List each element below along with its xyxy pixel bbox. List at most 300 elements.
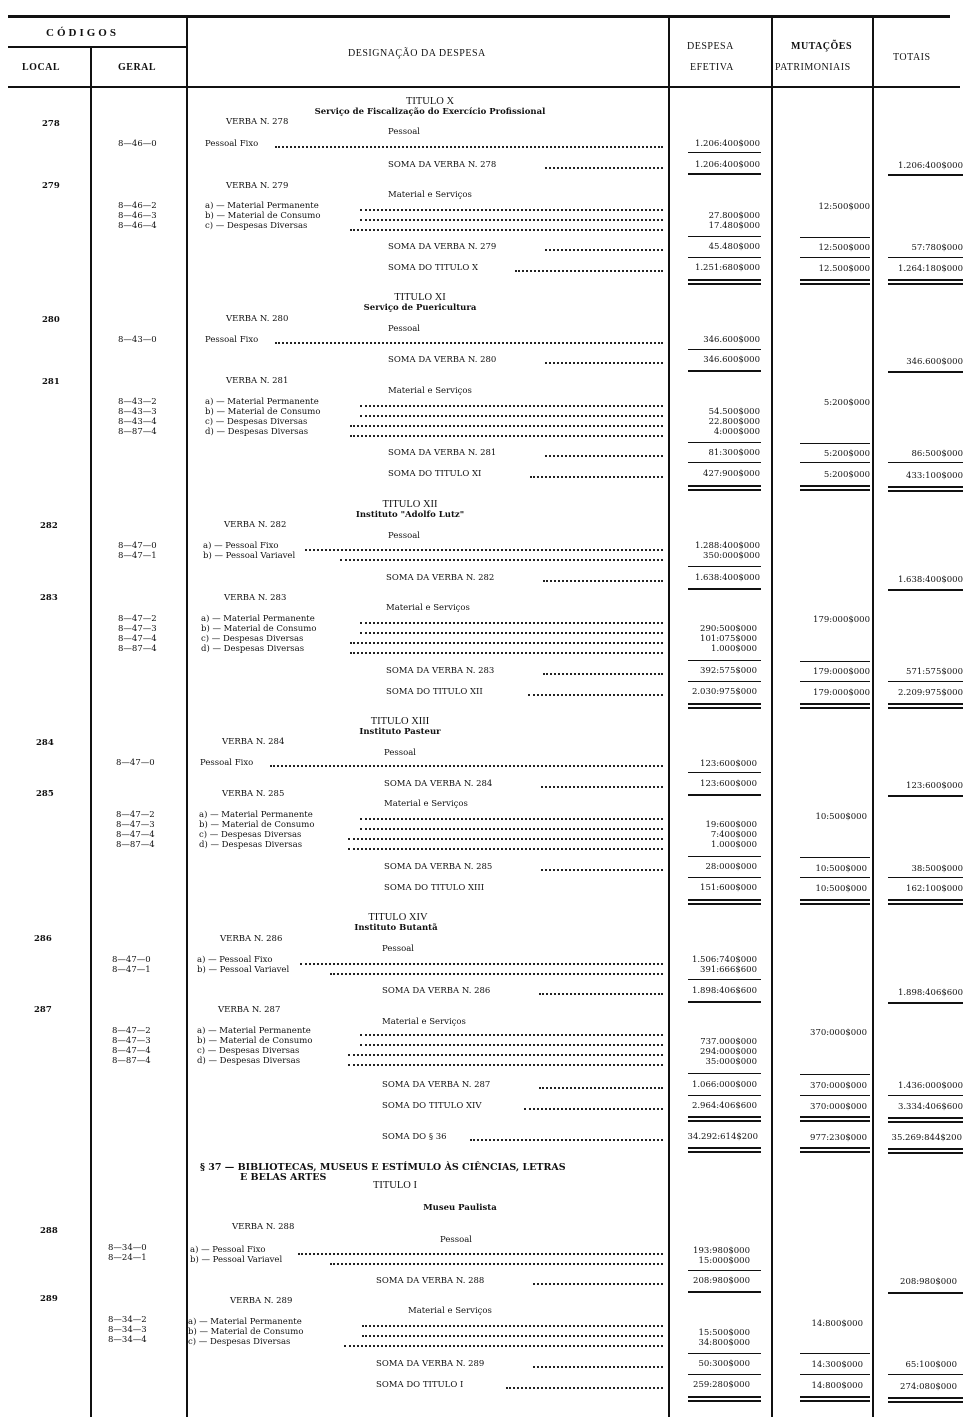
soma-titulo-total: 1.264:180$000	[897, 264, 963, 274]
soma-titulo-mutacao: 10:500$000	[815, 884, 867, 894]
verba-label: VERBA N. 280	[226, 314, 289, 324]
double-rule	[888, 1148, 963, 1150]
dot-leader	[545, 167, 663, 169]
soma-despesa: 392:575$000	[700, 666, 757, 676]
item-value: 19:600$000	[705, 820, 757, 830]
double-rule	[800, 489, 870, 491]
double-rule	[688, 1151, 761, 1153]
sum-rule	[688, 1374, 761, 1375]
item-label: c) — Despesas Diversas	[188, 1337, 291, 1347]
titulo-xii-subtitle: Instituto "Adolfo Lutz"	[355, 510, 465, 520]
sum-rule	[688, 442, 761, 443]
geral-code: 8—46—3	[118, 211, 157, 221]
sum-rule	[688, 349, 761, 350]
soma-verba-label: SOMA DA VERBA N. 284	[384, 779, 493, 789]
dot-leader	[362, 1325, 663, 1327]
soma-titulo-label: SOMA DO TITULO XI	[388, 469, 482, 479]
soma-despesa: 1.206:400$000	[694, 160, 760, 170]
double-rule	[688, 489, 761, 491]
geral-code: 8—47—0	[112, 955, 151, 965]
item-value: 4:000$000	[713, 427, 760, 437]
sum-rule	[888, 589, 963, 591]
soma-despesa: 28:000$000	[705, 862, 757, 872]
soma-verba-label: SOMA DA VERBA N. 287	[382, 1080, 491, 1090]
geral-code: 8—43—3	[118, 407, 157, 417]
sum-rule	[688, 1353, 761, 1354]
double-rule	[800, 1400, 870, 1402]
double-rule	[688, 1400, 761, 1402]
col-divider-geral	[186, 18, 188, 1417]
sum-rule	[888, 462, 963, 463]
section-label: Material e Serviços	[384, 799, 468, 809]
soma-total: 38:500$000	[911, 864, 963, 874]
item-label: b) — Material de Consumo	[205, 211, 321, 221]
mutacao-value: 5:200$000	[823, 398, 870, 408]
sum-rule	[688, 257, 761, 258]
double-rule	[688, 283, 761, 285]
header-local: LOCAL	[22, 62, 61, 73]
soma-total: 57:780$000	[911, 243, 963, 253]
item-label: a) — Material Permanente	[205, 397, 319, 407]
soma-titulo-total: 3.334:406$600	[897, 1102, 963, 1112]
titulo-x-subtitle: Serviço de Fiscalização do Exercício Profissional	[314, 107, 546, 117]
paragrafo-heading: § 37 — BIBLIOTECAS, MUSEUS E ESTÍMULO ÀS CIÊNCIAS, LETRAS	[200, 1162, 566, 1173]
item-value: 737.000$000	[700, 1037, 757, 1047]
double-rule	[888, 1397, 963, 1399]
dot-leader	[530, 476, 663, 478]
item-label: c) — Despesas Diversas	[197, 1046, 300, 1056]
dot-leader	[360, 818, 663, 820]
geral-code: 8—87—4	[112, 1056, 151, 1066]
local-code: 283	[40, 593, 58, 603]
mutacao-value: 12:500$000	[818, 202, 870, 212]
soma-despesa: 208:980$000	[693, 1276, 750, 1286]
sum-rule	[688, 462, 761, 463]
soma-verba-label: SOMA DA VERBA N. 282	[386, 573, 495, 583]
sum-rule	[800, 1353, 870, 1354]
soma-mutacao: 14:300$000	[811, 1360, 863, 1370]
item-value: 35:000$000	[705, 1057, 757, 1067]
col-divider-mutacoes	[872, 18, 874, 1417]
section-label: Pessoal	[440, 1235, 472, 1245]
sum-rule	[888, 1374, 963, 1375]
soma-paragrafo-despesa: 34.292:614$200	[687, 1132, 758, 1142]
sum-rule	[888, 795, 963, 797]
sum-rule	[688, 856, 761, 857]
dot-leader	[360, 209, 663, 211]
dot-leader	[539, 993, 663, 995]
dot-leader	[350, 435, 663, 437]
dot-leader	[344, 1345, 663, 1347]
local-code: 287	[34, 1005, 52, 1015]
dot-leader	[362, 1335, 663, 1337]
header-patrimoniais: PATRIMONIAIS	[775, 62, 851, 73]
geral-code: 8—34—0	[108, 1243, 147, 1253]
item-value: 1.506:740$000	[691, 955, 757, 965]
soma-verba-label: SOMA DA VERBA N. 286	[382, 986, 491, 996]
dot-leader	[348, 838, 663, 840]
titulo-i-subtitle: Museu Paulista	[423, 1203, 497, 1213]
soma-verba-label: SOMA DA VERBA N. 278	[388, 160, 497, 170]
double-rule	[800, 899, 870, 901]
item-label: a) — Pessoal Fixo	[190, 1245, 266, 1255]
sum-rule	[688, 236, 761, 237]
item-label: c) — Despesas Diversas	[201, 634, 304, 644]
item-value: 34:800$000	[698, 1338, 750, 1348]
item-value: 123:600$000	[700, 759, 757, 769]
dot-leader	[541, 786, 663, 788]
sum-rule	[888, 681, 963, 682]
geral-code: 8—47—1	[112, 965, 151, 975]
sum-rule	[888, 174, 963, 176]
item-label: a) — Material Permanente	[205, 201, 319, 211]
item-value: 17.480$000	[708, 221, 760, 231]
item-value: 391:666$600	[700, 965, 757, 975]
item-label: a) — Material Permanente	[201, 614, 315, 624]
soma-titulo-total: 274:080$000	[900, 1382, 957, 1392]
dot-leader	[360, 1044, 663, 1046]
geral-code: 8—87—4	[116, 840, 155, 850]
soma-titulo-mutacao: 370:000$000	[810, 1102, 867, 1112]
double-rule	[800, 703, 870, 705]
geral-code: 8—46—0	[118, 139, 157, 149]
dot-leader	[528, 694, 663, 696]
item-value: 54.500$000	[708, 407, 760, 417]
soma-total: 1.436:000$000	[897, 1081, 963, 1091]
soma-verba-label: SOMA DA VERBA N. 281	[388, 448, 497, 458]
sum-rule	[688, 979, 761, 980]
dot-leader	[340, 559, 663, 561]
section-label: Material e Serviços	[388, 190, 472, 200]
section-label: Pessoal	[388, 324, 420, 334]
section-label: Pessoal	[382, 944, 414, 954]
geral-code: 8—47—3	[116, 820, 155, 830]
section-label: Material e Serviços	[382, 1017, 466, 1027]
geral-code: 8—43—2	[118, 397, 157, 407]
dot-leader	[350, 229, 663, 231]
double-rule	[688, 899, 761, 901]
item-label: b) — Pessoal Variavel	[197, 965, 290, 975]
double-rule	[800, 1147, 870, 1149]
item-label: b) — Material de Consumo	[188, 1327, 304, 1337]
geral-code: 8—43—4	[118, 417, 157, 427]
geral-code: 8—47—3	[112, 1036, 151, 1046]
double-rule	[888, 490, 963, 492]
double-rule	[888, 1121, 963, 1123]
geral-code: 8—34—4	[108, 1335, 147, 1345]
item-value: 1.000$000	[711, 644, 757, 654]
double-rule	[688, 1147, 761, 1149]
item-label: d) — Despesas Diversas	[201, 644, 305, 654]
soma-despesa: 81:300$000	[708, 448, 760, 458]
soma-mutacao: 5:200$000	[823, 449, 870, 459]
item-value: 350:000$000	[703, 551, 760, 561]
double-rule	[800, 1151, 870, 1153]
soma-despesa: 1.898:406$600	[691, 986, 757, 996]
dot-leader	[545, 249, 663, 251]
soma-total: 1.898:406$600	[897, 988, 963, 998]
sum-rule	[688, 681, 761, 682]
double-rule	[688, 703, 761, 705]
verba-label: VERBA N. 285	[222, 789, 285, 799]
soma-despesa: 123:600$000	[700, 779, 757, 789]
titulo-xiii-subtitle: Instituto Pasteur	[359, 727, 441, 737]
top-rule	[8, 15, 950, 18]
verba-label: VERBA N. 279	[226, 181, 289, 191]
section-label: Pessoal	[388, 531, 420, 541]
local-code: 289	[40, 1294, 58, 1304]
dot-leader	[515, 270, 663, 272]
titulo-xiv-subtitle: Instituto Butantã	[354, 923, 438, 933]
geral-code: 8—47—4	[116, 830, 155, 840]
double-rule	[688, 707, 761, 709]
dot-leader	[533, 1283, 663, 1285]
double-rule	[800, 903, 870, 905]
item-value: 15:000$000	[698, 1256, 750, 1266]
header-mutacoes: MUTAÇÕES	[791, 41, 853, 52]
geral-code: 8—47—0	[116, 758, 155, 768]
verba-label: VERBA N. 284	[222, 737, 285, 747]
section-label: Pessoal	[388, 127, 420, 137]
titulo-xi-subtitle: Serviço de Puericultura	[363, 303, 477, 313]
titulo-x-title: TITULO X	[405, 96, 455, 107]
soma-titulo-despesa: 259:280$000	[693, 1380, 750, 1390]
sum-rule	[888, 257, 963, 258]
soma-titulo-despesa: 427:900$000	[703, 469, 760, 479]
verba-label: VERBA N. 282	[224, 520, 287, 530]
soma-titulo-mutacao: 179:000$000	[813, 688, 870, 698]
soma-despesa: 50:300$000	[698, 1359, 750, 1369]
item-label: b) — Material de Consumo	[199, 820, 315, 830]
titulo-xi-title: TITULO XI	[394, 292, 446, 303]
sum-rule	[688, 1095, 761, 1096]
item-label: d) — Despesas Diversas	[197, 1056, 301, 1066]
double-rule	[688, 485, 761, 487]
item-label: c) — Despesas Diversas	[205, 417, 308, 427]
item-label: Pessoal Fixo	[205, 139, 259, 149]
sum-rule	[800, 877, 870, 878]
soma-verba-label: SOMA DA VERBA N. 279	[388, 242, 497, 252]
geral-code: 8—47—2	[112, 1026, 151, 1036]
sum-rule	[688, 772, 761, 773]
item-label: b) — Pessoal Variavel	[190, 1255, 283, 1265]
soma-despesa: 1.638:400$000	[694, 573, 760, 583]
sum-rule	[688, 566, 761, 567]
sum-rule	[800, 443, 870, 444]
geral-code: 8—87—4	[118, 644, 157, 654]
local-code: 279	[42, 181, 60, 191]
sum-rule	[800, 681, 870, 682]
dot-leader	[541, 869, 663, 871]
item-value: 7:400$000	[710, 830, 757, 840]
double-rule	[800, 485, 870, 487]
verba-label: VERBA N. 281	[226, 376, 289, 386]
item-label: d) — Despesas Diversas	[205, 427, 309, 437]
double-rule	[688, 903, 761, 905]
soma-titulo-mutacao: 12.500$000	[818, 264, 870, 274]
sum-rule	[800, 462, 870, 463]
item-value: 193:980$000	[693, 1246, 750, 1256]
sum-rule	[800, 1095, 870, 1096]
sum-rule	[688, 588, 761, 590]
local-code: 284	[36, 738, 54, 748]
sum-rule	[688, 794, 761, 796]
section-label: Material e Serviços	[388, 386, 472, 396]
item-label: b) — Material de Consumo	[201, 624, 317, 634]
soma-paragrafo-mutacao: 977:230$000	[810, 1133, 867, 1143]
verba-label: VERBA N. 289	[230, 1296, 293, 1306]
dot-leader	[275, 342, 663, 344]
double-rule	[888, 1401, 963, 1403]
titulo-xiii-title: TITULO XIII	[370, 716, 430, 727]
item-label: b) — Material de Consumo	[197, 1036, 313, 1046]
double-rule	[888, 1152, 963, 1154]
item-value: 294:000$000	[700, 1047, 757, 1057]
soma-verba-label: SOMA DA VERBA N. 288	[376, 1276, 485, 1286]
item-label: a) — Material Permanente	[197, 1026, 311, 1036]
item-label: a) — Pessoal Fixo	[203, 541, 279, 551]
geral-code: 8—34—3	[108, 1325, 147, 1335]
soma-titulo-mutacao: 5:200$000	[823, 470, 870, 480]
dot-leader	[506, 1387, 663, 1389]
soma-total: 123:600$000	[906, 781, 963, 791]
sum-rule	[888, 1292, 963, 1294]
sum-rule	[800, 1074, 870, 1075]
item-label: Pessoal Fixo	[205, 335, 259, 345]
dot-leader	[300, 963, 663, 965]
soma-titulo-despesa: 1.251:680$000	[694, 263, 760, 273]
soma-despesa: 346.600$000	[703, 355, 760, 365]
dot-leader	[330, 973, 663, 975]
mutacao-value: 14:800$000	[811, 1319, 863, 1329]
local-code: 281	[42, 377, 60, 387]
double-rule	[800, 1120, 870, 1122]
soma-titulo-despesa: 2.030:975$000	[691, 687, 757, 697]
local-code: 288	[40, 1226, 58, 1236]
item-value: 346.600$000	[703, 335, 760, 345]
soma-titulo-total: 433:100$000	[906, 471, 963, 481]
dot-leader	[350, 425, 663, 427]
local-code: 286	[34, 934, 52, 944]
soma-titulo-mutacao: 14:800$000	[811, 1381, 863, 1391]
item-label: b) — Pessoal Variavel	[203, 551, 296, 561]
geral-code: 8—87—4	[118, 427, 157, 437]
soma-titulo-label: SOMA DO TITULO XII	[386, 687, 483, 697]
item-label: c) — Despesas Diversas	[205, 221, 308, 231]
geral-code: 8—47—4	[112, 1046, 151, 1056]
item-value: 15:500$000	[698, 1328, 750, 1338]
dot-leader	[270, 765, 663, 767]
sum-rule	[888, 1095, 963, 1096]
double-rule	[800, 707, 870, 709]
sum-rule	[888, 1002, 963, 1004]
section-label: Material e Serviços	[386, 603, 470, 613]
mutacao-value: 10:500$000	[815, 812, 867, 822]
item-value: 290:500$000	[700, 624, 757, 634]
mutacao-value: 370:000$000	[810, 1028, 867, 1038]
verba-label: VERBA N. 283	[224, 593, 287, 603]
geral-code: 8—46—2	[118, 201, 157, 211]
paragrafo-heading: E BELAS ARTES	[240, 1172, 327, 1183]
dot-leader	[348, 848, 663, 850]
dot-leader	[524, 1108, 663, 1110]
header-designacao: DESIGNAÇÃO DA DESPESA	[348, 48, 486, 59]
sum-rule	[688, 1270, 761, 1271]
sum-rule	[688, 173, 761, 175]
soma-verba-label: SOMA DA VERBA N. 285	[384, 862, 493, 872]
dot-leader	[539, 1087, 663, 1089]
dot-leader	[350, 652, 663, 654]
geral-code: 8—46—4	[118, 221, 157, 231]
soma-verba-label: SOMA DA VERBA N. 289	[376, 1359, 485, 1369]
col-divider-designacao	[668, 18, 670, 1417]
soma-titulo-despesa: 2.964:406$600	[691, 1101, 757, 1111]
dot-leader	[348, 1064, 663, 1066]
dot-leader	[360, 828, 663, 830]
mutacao-value: 179:000$000	[813, 615, 870, 625]
soma-despesa: 45.480$000	[708, 242, 760, 252]
soma-titulo-total: 162:100$000	[906, 884, 963, 894]
sum-rule	[800, 661, 870, 662]
sum-rule	[688, 370, 761, 372]
header-efetiva: EFETIVA	[690, 62, 734, 73]
dot-leader	[543, 673, 663, 675]
local-code: 280	[42, 315, 60, 325]
item-value: 1.000$000	[711, 840, 757, 850]
double-rule	[888, 899, 963, 901]
sum-rule	[800, 237, 870, 238]
verba-label: VERBA N. 288	[232, 1222, 295, 1232]
dot-leader	[533, 1366, 663, 1368]
double-rule	[888, 279, 963, 281]
item-label: d) — Despesas Diversas	[199, 840, 303, 850]
geral-code: 8—47—1	[118, 551, 157, 561]
soma-titulo-label: SOMA DO TITULO I	[376, 1380, 464, 1390]
codigos-divider	[8, 46, 186, 48]
soma-total: 86:500$000	[911, 449, 963, 459]
item-value: 101:075$000	[700, 634, 757, 644]
dot-leader	[348, 1054, 663, 1056]
double-rule	[800, 1116, 870, 1118]
verba-label: VERBA N. 286	[220, 934, 283, 944]
section-label: Pessoal	[384, 748, 416, 758]
sum-rule	[688, 1073, 761, 1074]
dot-leader	[470, 1139, 663, 1141]
dot-leader	[545, 455, 663, 457]
sum-rule	[688, 1001, 761, 1003]
double-rule	[888, 703, 963, 705]
dot-leader	[298, 1253, 663, 1255]
geral-code: 8—43—0	[118, 335, 157, 345]
double-rule	[800, 1396, 870, 1398]
double-rule	[888, 1117, 963, 1119]
dot-leader	[543, 580, 663, 582]
sum-rule	[800, 857, 870, 858]
col-divider-local	[90, 46, 92, 1417]
dot-leader	[545, 362, 663, 364]
item-value: 22.800$000	[708, 417, 760, 427]
sum-rule	[888, 877, 963, 878]
soma-verba-label: SOMA DA VERBA N. 283	[386, 666, 495, 676]
sum-rule	[688, 1291, 761, 1293]
dot-leader	[360, 1034, 663, 1036]
local-code: 278	[42, 119, 60, 129]
header-codigos: CÓDIGOS	[46, 27, 119, 39]
sum-rule	[688, 152, 761, 153]
double-rule	[800, 279, 870, 281]
soma-mutacao: 370:000$000	[810, 1081, 867, 1091]
section-label: Material e Serviços	[408, 1306, 492, 1316]
